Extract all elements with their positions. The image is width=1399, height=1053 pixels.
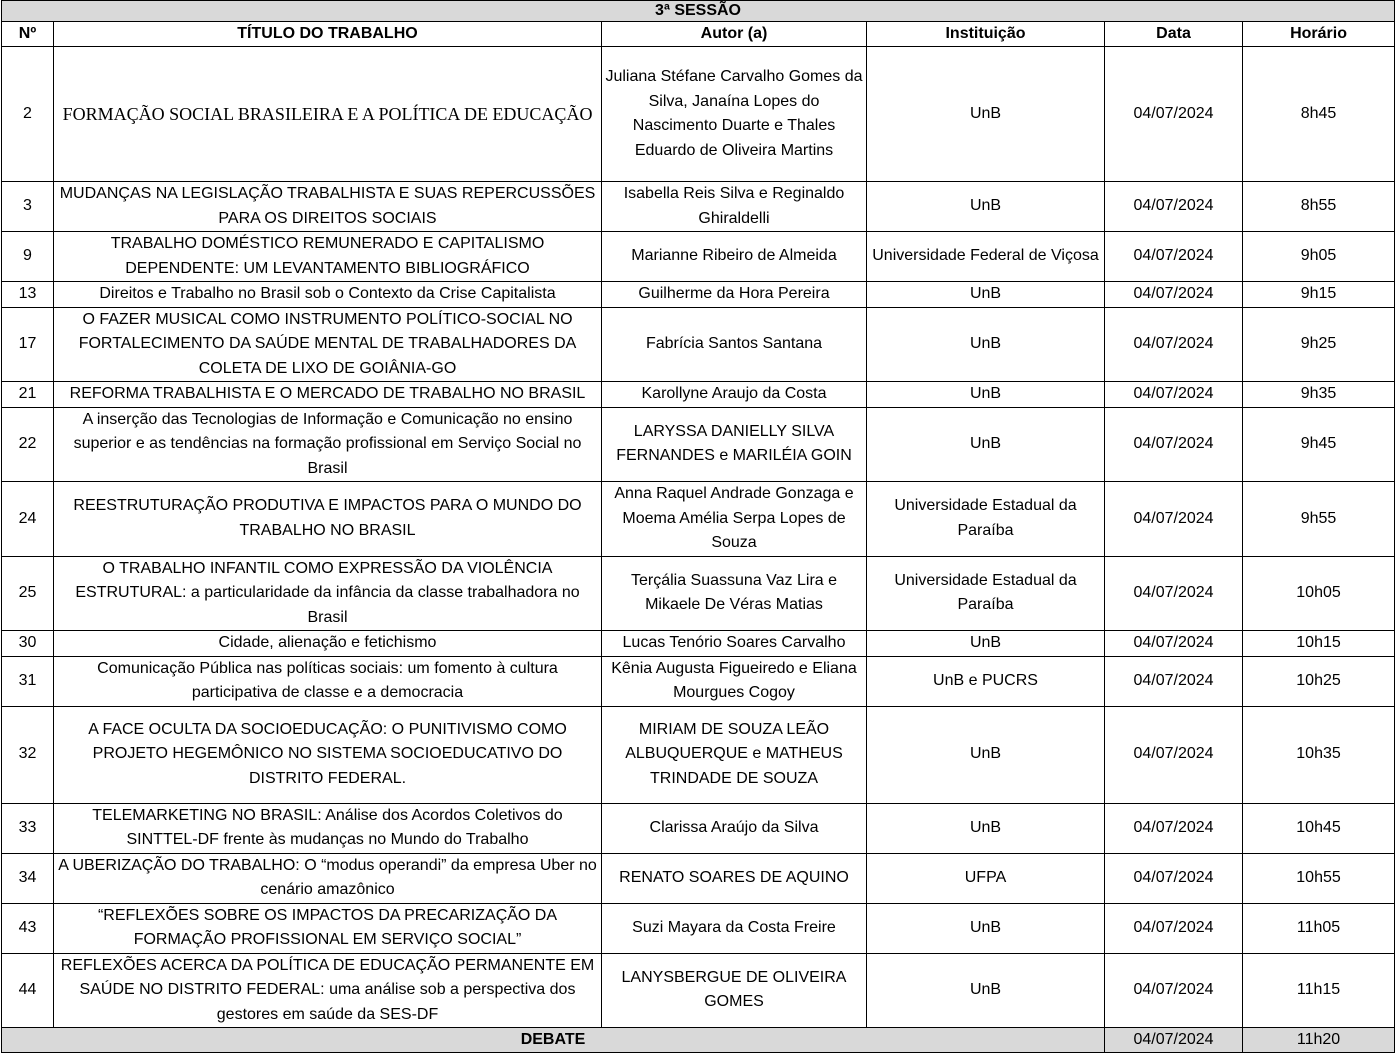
- cell-title: Cidade, alienação e fetichismo: [54, 631, 602, 657]
- cell-num: 22: [2, 407, 54, 482]
- column-header-row: [2, 22, 1395, 47]
- cell-author: RENATO SOARES DE AQUINO: [602, 853, 867, 903]
- cell-time: 10h25: [1243, 656, 1395, 706]
- cell-author: Terçália Suassuna Vaz Lira e Mikaele De Véras Matias: [602, 556, 867, 631]
- schedule-table: [1, 0, 1395, 1053]
- cell-date: 04/07/2024: [1105, 853, 1243, 903]
- cell-time: 10h05: [1243, 556, 1395, 631]
- debate-time: 11h20: [1243, 1028, 1395, 1053]
- cell-institution: UnB: [867, 803, 1105, 853]
- cell-author: Suzi Mayara da Costa Freire: [602, 903, 867, 953]
- cell-author: Guilherme da Hora Pereira: [602, 282, 867, 308]
- cell-num: 2: [2, 47, 54, 182]
- cell-num: 44: [2, 953, 54, 1028]
- cell-institution: UFPA: [867, 853, 1105, 903]
- table-row: [2, 482, 1395, 557]
- cell-author: Juliana Stéfane Carvalho Gomes da Silva, Janaína Lopes do Nascimento Duarte e Thales Eduardo de Oliveira Martins: [602, 47, 867, 182]
- cell-institution: UnB: [867, 382, 1105, 408]
- cell-time: 11h05: [1243, 903, 1395, 953]
- cell-title: MUDANÇAS NA LEGISLAÇÃO TRABALHISTA E SUAS REPERCUSSÕES PARA OS DIREITOS SOCIAIS: [54, 182, 602, 232]
- cell-date: 04/07/2024: [1105, 482, 1243, 557]
- table-row: [2, 307, 1395, 382]
- cell-title: A FACE OCULTA DA SOCIOEDUCAÇÃO: O PUNITIVISMO COMO PROJETO HEGEMÔNICO NO SISTEMA SOCIOEDUCATIVO DO DISTRITO FEDERAL.: [54, 706, 602, 803]
- cell-date: 04/07/2024: [1105, 182, 1243, 232]
- cell-time: 10h35: [1243, 706, 1395, 803]
- cell-date: 04/07/2024: [1105, 953, 1243, 1028]
- cell-time: 9h25: [1243, 307, 1395, 382]
- cell-author: Kênia Augusta Figueiredo e Eliana Mourgues Cogoy: [602, 656, 867, 706]
- cell-institution: UnB: [867, 407, 1105, 482]
- cell-title: FORMAÇÃO SOCIAL BRASILEIRA E A POLÍTICA DE EDUCAÇÃO: [54, 47, 602, 182]
- cell-date: 04/07/2024: [1105, 631, 1243, 657]
- cell-time: 8h55: [1243, 182, 1395, 232]
- cell-date: 04/07/2024: [1105, 803, 1243, 853]
- cell-institution: UnB: [867, 282, 1105, 308]
- cell-time: 9h55: [1243, 482, 1395, 557]
- cell-title: O TRABALHO INFANTIL COMO EXPRESSÃO DA VIOLÊNCIA ESTRUTURAL: a particularidade da infância da classe trabalhadora no Brasil: [54, 556, 602, 631]
- table-row: [2, 706, 1395, 803]
- table-row: [2, 631, 1395, 657]
- col-header-title: TÍTULO DO TRABALHO: [54, 22, 602, 47]
- cell-author: Isabella Reis Silva e Reginaldo Ghiraldelli: [602, 182, 867, 232]
- cell-title: “REFLEXÕES SOBRE OS IMPACTOS DA PRECARIZAÇÃO DA FORMAÇÃO PROFISSIONAL EM SERVIÇO SOCIAL”: [54, 903, 602, 953]
- debate-label: DEBATE: [2, 1028, 1105, 1053]
- cell-author: Marianne Ribeiro de Almeida: [602, 232, 867, 282]
- cell-date: 04/07/2024: [1105, 232, 1243, 282]
- col-header-institution: Instituição: [867, 22, 1105, 47]
- cell-time: 9h05: [1243, 232, 1395, 282]
- cell-author: Karollyne Araujo da Costa: [602, 382, 867, 408]
- cell-institution: UnB: [867, 631, 1105, 657]
- cell-date: 04/07/2024: [1105, 307, 1243, 382]
- table-row: [2, 47, 1395, 182]
- cell-author: MIRIAM DE SOUZA LEÃO ALBUQUERQUE e MATHEUS TRINDADE DE SOUZA: [602, 706, 867, 803]
- cell-time: 9h45: [1243, 407, 1395, 482]
- cell-institution: UnB e PUCRS: [867, 656, 1105, 706]
- cell-author: Clarissa Araújo da Silva: [602, 803, 867, 853]
- cell-time: 9h15: [1243, 282, 1395, 308]
- col-header-date: Data: [1105, 22, 1243, 47]
- cell-institution: UnB: [867, 47, 1105, 182]
- table-row: [2, 853, 1395, 903]
- cell-date: 04/07/2024: [1105, 282, 1243, 308]
- cell-institution: UnB: [867, 706, 1105, 803]
- table-row: [2, 407, 1395, 482]
- cell-title: A inserção das Tecnologias de Informação e Comunicação no ensino superior e as tendências na formação profissional em Serviço Social no Brasil: [54, 407, 602, 482]
- cell-num: 21: [2, 382, 54, 408]
- cell-institution: UnB: [867, 307, 1105, 382]
- cell-date: 04/07/2024: [1105, 656, 1243, 706]
- debate-date: 04/07/2024: [1105, 1028, 1243, 1053]
- cell-institution: Universidade Estadual da Paraíba: [867, 556, 1105, 631]
- cell-time: 11h15: [1243, 953, 1395, 1028]
- cell-date: 04/07/2024: [1105, 706, 1243, 803]
- cell-num: 33: [2, 803, 54, 853]
- cell-num: 30: [2, 631, 54, 657]
- cell-title: Comunicação Pública nas políticas sociais: um fomento à cultura participativa de classe e a democracia: [54, 656, 602, 706]
- cell-date: 04/07/2024: [1105, 407, 1243, 482]
- table-row: [2, 556, 1395, 631]
- table-row: [2, 903, 1395, 953]
- cell-title: TRABALHO DOMÉSTICO REMUNERADO E CAPITALISMO DEPENDENTE: UM LEVANTAMENTO BIBLIOGRÁFICO: [54, 232, 602, 282]
- cell-title: O FAZER MUSICAL COMO INSTRUMENTO POLÍTICO-SOCIAL NO FORTALECIMENTO DA SAÚDE MENTAL DE TRABALHADORES DA COLETA DE LIXO DE GOIÂNIA-GO: [54, 307, 602, 382]
- cell-institution: UnB: [867, 182, 1105, 232]
- cell-num: 34: [2, 853, 54, 903]
- col-header-time: Horário: [1243, 22, 1395, 47]
- cell-time: 8h45: [1243, 47, 1395, 182]
- cell-author: Lucas Tenório Soares Carvalho: [602, 631, 867, 657]
- cell-num: 17: [2, 307, 54, 382]
- cell-num: 24: [2, 482, 54, 557]
- cell-num: 13: [2, 282, 54, 308]
- cell-author: Fabrícia Santos Santana: [602, 307, 867, 382]
- cell-num: 32: [2, 706, 54, 803]
- cell-time: 10h45: [1243, 803, 1395, 853]
- cell-date: 04/07/2024: [1105, 556, 1243, 631]
- cell-time: 10h55: [1243, 853, 1395, 903]
- table-row: [2, 382, 1395, 408]
- cell-num: 43: [2, 903, 54, 953]
- cell-num: 9: [2, 232, 54, 282]
- cell-author: Anna Raquel Andrade Gonzaga e Moema Amélia Serpa Lopes de Souza: [602, 482, 867, 557]
- table-row: [2, 182, 1395, 232]
- col-header-author: Autor (a): [602, 22, 867, 47]
- table-row: [2, 282, 1395, 308]
- cell-num: 3: [2, 182, 54, 232]
- cell-date: 04/07/2024: [1105, 382, 1243, 408]
- cell-date: 04/07/2024: [1105, 903, 1243, 953]
- cell-author: LANYSBERGUE DE OLIVEIRA GOMES: [602, 953, 867, 1028]
- session-header-row: [2, 1, 1395, 22]
- cell-num: 31: [2, 656, 54, 706]
- cell-title: REFORMA TRABALHISTA E O MERCADO DE TRABALHO NO BRASIL: [54, 382, 602, 408]
- cell-date: 04/07/2024: [1105, 47, 1243, 182]
- cell-title: REFLEXÕES ACERCA DA POLÍTICA DE EDUCAÇÃO PERMANENTE EM SAÚDE NO DISTRITO FEDERAL: uma análise sob a perspectiva dos gestores em saúde da SES-DF: [54, 953, 602, 1028]
- cell-title: Direitos e Trabalho no Brasil sob o Contexto da Crise Capitalista: [54, 282, 602, 308]
- debate-row: [2, 1028, 1395, 1053]
- table-row: [2, 953, 1395, 1028]
- col-header-num: Nº: [2, 22, 54, 47]
- cell-institution: Universidade Federal de Viçosa: [867, 232, 1105, 282]
- cell-title: A UBERIZAÇÃO DO TRABALHO: O “modus operandi” da empresa Uber no cenário amazônico: [54, 853, 602, 903]
- cell-num: 25: [2, 556, 54, 631]
- session-title: 3ª SESSÃO: [2, 1, 1395, 22]
- table-row: [2, 803, 1395, 853]
- table-row: [2, 656, 1395, 706]
- cell-institution: UnB: [867, 903, 1105, 953]
- cell-institution: Universidade Estadual da Paraíba: [867, 482, 1105, 557]
- cell-time: 10h15: [1243, 631, 1395, 657]
- cell-institution: UnB: [867, 953, 1105, 1028]
- cell-title: TELEMARKETING NO BRASIL: Análise dos Acordos Coletivos do SINTTEL-DF frente às mudanças no Mundo do Trabalho: [54, 803, 602, 853]
- cell-title: REESTRUTURAÇÃO PRODUTIVA E IMPACTOS PARA O MUNDO DO TRABALHO NO BRASIL: [54, 482, 602, 557]
- table-row: [2, 232, 1395, 282]
- cell-author: LARYSSA DANIELLY SILVA FERNANDES e MARILÉIA GOIN: [602, 407, 867, 482]
- cell-time: 9h35: [1243, 382, 1395, 408]
